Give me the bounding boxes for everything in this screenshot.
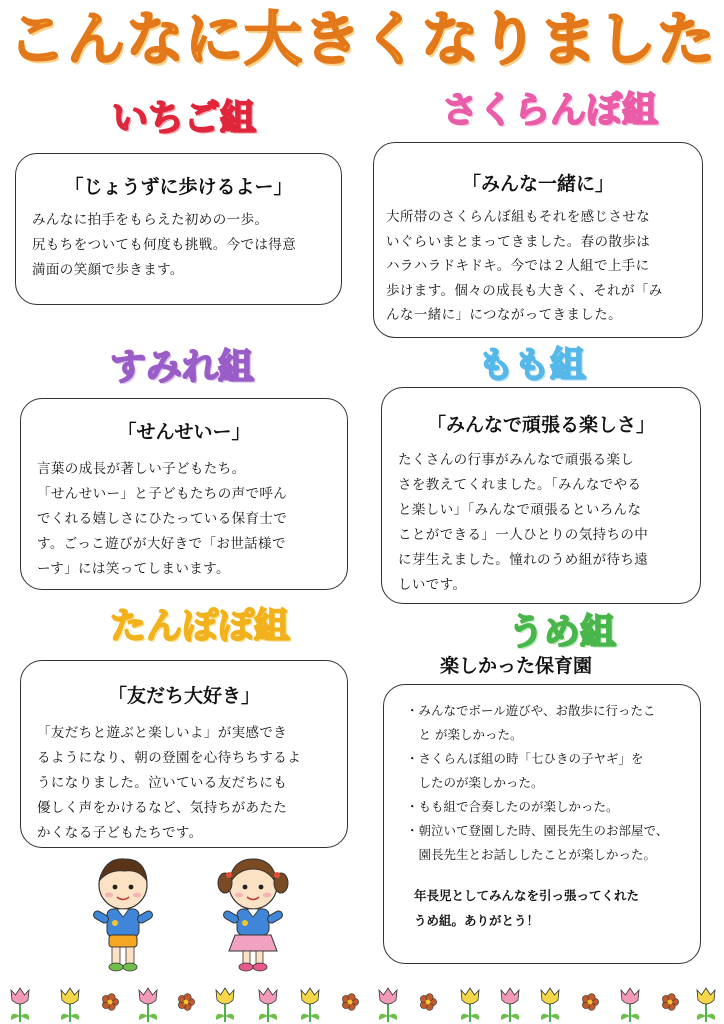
class-title-tanpopo: たんぽぽ組 <box>110 606 291 647</box>
tulip-icon <box>259 988 277 1022</box>
sakuranbo-box <box>373 142 703 338</box>
girl-illustration <box>218 859 288 971</box>
class-title-sakuranbo: さくらんぼ組 <box>442 90 659 131</box>
list-item: ・さくらんぼ組の時「七ひきの子ヤギ」を したのが楽しかった。 <box>406 751 644 790</box>
list-item: ・みんなでボール遊びや、お散歩に行ったこ と が楽しかった。 <box>406 703 656 742</box>
children-illustration <box>85 855 300 975</box>
boy-illustration <box>92 859 154 971</box>
class-title-sumire: すみれ組 <box>110 347 255 388</box>
ume-heading: 楽しかった保育園 <box>440 655 593 677</box>
small-flower-icon <box>582 994 598 1011</box>
tulip-icon <box>461 988 479 1022</box>
small-flower-icon <box>662 994 678 1011</box>
sumire-heading: 「せんせいー」 <box>117 421 251 443</box>
class-title-ichigo: いちご組 <box>112 98 257 139</box>
small-flower-icon <box>102 994 118 1011</box>
ume-list <box>406 699 700 867</box>
sumire-box <box>20 398 348 590</box>
tulip-icon <box>501 988 519 1022</box>
tulip-icon <box>139 988 157 1022</box>
small-flower-icon <box>342 994 358 1011</box>
sakuranbo-heading: 「みんな一緒に」 <box>461 173 614 195</box>
ichigo-body: みんなに拍手をもらえた初めの一歩。 尻もちをついても何度も挑戦。今では得意 満面の笑顔で歩きます。 <box>32 212 297 278</box>
tulip-icon <box>216 988 234 1022</box>
flower-border <box>0 984 724 1024</box>
tanpopo-body: 「友だちと遊ぶと楽しいよ」が実感でき るようになり、朝の登園を心待ちちするよ うになりました。泣いている友だちにも 優しく声をかけるなど、気持ちがあたた かくなる子どもたちです。 <box>37 725 302 841</box>
list-item: ・朝泣いて登園した時、園長先生のお部屋で、 園長先生とお話ししたことが楽しかった。 <box>406 823 669 862</box>
ichigo-heading: 「じょうずに歩けるよー」 <box>64 176 293 198</box>
momo-box <box>381 387 701 604</box>
tulip-icon <box>301 988 319 1022</box>
small-flower-icon <box>178 994 194 1011</box>
class-title-momo: もも組 <box>478 345 587 386</box>
tanpopo-heading: 「友だち大好き」 <box>107 685 260 707</box>
small-flower-icon <box>420 994 436 1011</box>
ume-closing: 年長児としてみんなを引っ張ってくれた うめ組。ありがとう！ <box>414 888 640 928</box>
momo-body: たくさんの行事がみんなで頑張る楽し さを教えてくれました。「みんなでやる と楽しい」「みんなで頑張るといろんな ことができる」一人ひとりの気持ちの中 に芽生えました。憧れのうめ組が待ち遠 しいです。 <box>398 452 649 593</box>
list-item: ・もも組で合奏したのが楽しかった。 <box>406 799 619 814</box>
tulip-icon <box>11 988 29 1022</box>
sakuranbo-body: 大所帯のさくらんぼ組もそれを感じさせな いぐらいまとまってきました。春の散歩は ハラハラドキドキ。今では２人組で上手に 歩けます。個々の成長も大きく、それが「み んな一緒に」につながってきました。 <box>386 209 663 323</box>
page-title: こんなに大きくなりました <box>7 5 716 73</box>
sumire-body: 言葉の成長が著しい子どもたち。 「せんせいー」と子どもたちの声で呼ん でくれる嬉しさにひたっている保育士で す。ごっこ遊びが大好きで「お世話様で ーす」には笑ってしまいます。 <box>37 461 288 577</box>
momo-heading: 「みんなで頑張る楽しさ」 <box>426 414 655 436</box>
tulip-icon <box>541 988 559 1022</box>
tanpopo-box <box>20 660 348 848</box>
tulip-icon <box>379 988 397 1022</box>
tulip-icon <box>61 988 79 1022</box>
tulip-icon <box>697 988 715 1022</box>
ichigo-box <box>15 153 342 305</box>
tulip-icon <box>621 988 639 1022</box>
class-title-ume: うめ組 <box>508 612 617 653</box>
ume-box <box>383 684 701 964</box>
